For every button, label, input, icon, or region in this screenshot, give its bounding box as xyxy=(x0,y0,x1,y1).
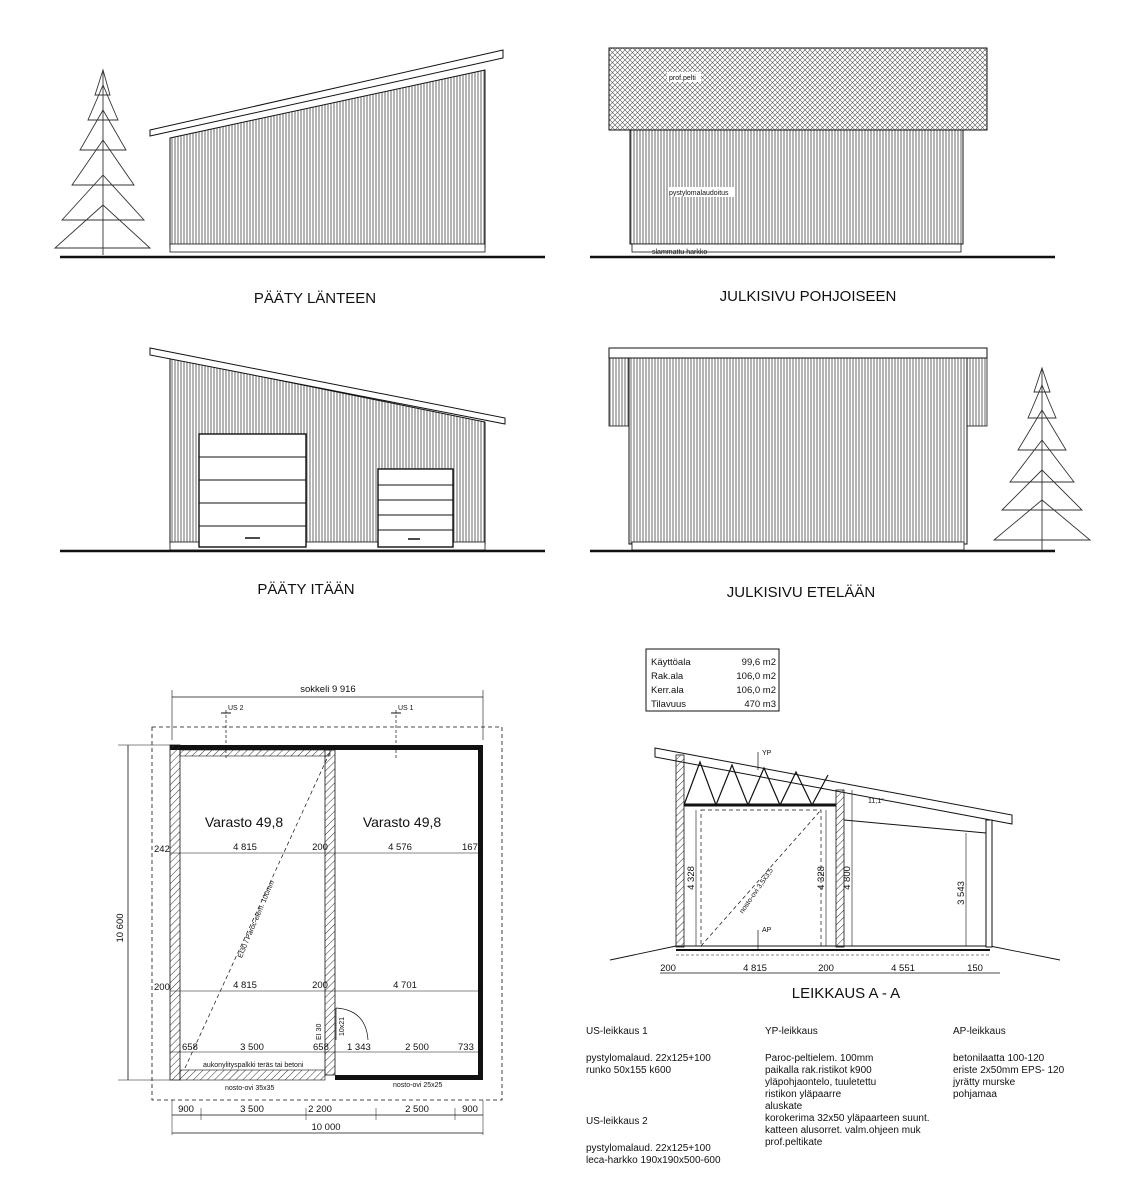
section-door-note: nosto-ovi 3,5x3,5 xyxy=(738,867,775,915)
section-aa xyxy=(610,748,1060,1002)
roof-note: prof.pelti xyxy=(669,75,696,82)
tree-icon xyxy=(994,368,1090,550)
us1-marker: US 1 xyxy=(398,705,414,712)
small-garage-door xyxy=(378,469,453,547)
door-right-note: nosto-ovi 25x25 xyxy=(393,1082,443,1089)
height-dim: 10 600 xyxy=(115,913,126,943)
us1-line-1: pystylomalaud. 22x125+100 xyxy=(586,1053,711,1064)
bdim-2: 2 200 xyxy=(308,1104,332,1115)
yp-label: YP xyxy=(762,750,772,757)
us2-marker: US 2 xyxy=(228,705,244,712)
room-left: Varasto 49,8 xyxy=(204,814,284,830)
bdim-0: 900 xyxy=(178,1104,194,1115)
sdim-1: 4 815 xyxy=(743,963,767,974)
bdim-1: 3 500 xyxy=(240,1104,264,1115)
area-label-4: Tilavuus xyxy=(651,699,687,710)
ap-label: AP xyxy=(762,927,772,934)
room-right: Varasto 49,8 xyxy=(362,814,442,830)
us1-line-2: runko 50x155 k600 xyxy=(586,1065,672,1076)
height-1: 4 328 xyxy=(686,866,697,890)
dim3-2: 658 xyxy=(313,1042,329,1053)
sdim-2: 200 xyxy=(818,963,834,974)
area-value-2: 106,0 m2 xyxy=(736,671,776,682)
beam-note: aukonylityspalkki teräs tai betoni xyxy=(203,1062,304,1069)
us2-line-2: leca-harkko 190x190x500-600 xyxy=(586,1155,721,1166)
dim1-4: 167 xyxy=(462,842,478,853)
floor-plan xyxy=(115,684,502,1135)
elevation-north xyxy=(590,48,1055,305)
caption-north: JULKISIVU POHJOISEEN xyxy=(719,288,897,305)
sdim-4: 150 xyxy=(967,963,983,974)
total-width: 10 000 xyxy=(311,1122,341,1133)
elevation-south xyxy=(590,348,1090,601)
dim3-0: 658 xyxy=(182,1042,198,1053)
door-left-note: nosto-ovi 35x35 xyxy=(225,1085,275,1092)
dim1-0: 242 xyxy=(154,844,170,855)
ap-line-4: pohjamaa xyxy=(953,1089,997,1100)
dim3-5: 733 xyxy=(458,1042,474,1053)
us2-title: US-leikkaus 2 xyxy=(586,1116,648,1127)
area-label-3: Kerr.ala xyxy=(651,685,684,696)
caption-east: PÄÄTY ITÄÄN xyxy=(257,581,355,598)
dim2-1: 4 815 xyxy=(233,980,257,991)
caption-west: PÄÄTY LÄNTEEN xyxy=(253,290,377,307)
ap-title: AP-leikkaus xyxy=(953,1026,1006,1037)
door-small: 10x21 xyxy=(339,1016,346,1036)
ap-line-1: betonilaatta 100-120 xyxy=(953,1053,1045,1064)
dim2-2: 200 xyxy=(312,980,328,991)
caption-south: JULKISIVU ETELÄÄN xyxy=(726,584,876,601)
tree-icon xyxy=(55,70,150,255)
ap-line-3: jyrätty murske xyxy=(953,1077,1016,1088)
area-label-1: Käyttöala xyxy=(651,657,691,668)
area-value-4: 470 m3 xyxy=(744,699,776,710)
yp-line-3: yläpohjaontelo, tuuletettu xyxy=(765,1077,877,1088)
height-3: 4 800 xyxy=(842,866,853,890)
dim2-0: 200 xyxy=(154,982,170,993)
slope-label: 11,1° xyxy=(868,798,884,805)
yp-line-6: korokerima 32x50 yläpaarteen suunt. xyxy=(765,1113,930,1124)
yp-line-7: katteen alusorret. valm.ohjeen muk xyxy=(765,1125,921,1136)
section-title: LEIKKAUS A - A xyxy=(791,985,901,1002)
ap-line-2: eriste 2x50mm EPS- 120 xyxy=(953,1065,1065,1076)
large-garage-door xyxy=(199,434,306,547)
dim3-3: 1 343 xyxy=(347,1042,371,1053)
yp-line-4: ristikon yläpaarre xyxy=(765,1089,842,1100)
yp-line-1: Paroc-peltielem. 100mm xyxy=(765,1053,874,1064)
height-2: 4 328 xyxy=(816,866,827,890)
dim3-4: 2 500 xyxy=(405,1042,429,1053)
plinth-note: slammattu harkko xyxy=(652,249,708,256)
elevation-east xyxy=(60,348,545,598)
dim1-3: 4 576 xyxy=(388,842,412,853)
bdim-4: 900 xyxy=(462,1104,478,1115)
yp-line-5: aluskate xyxy=(765,1101,803,1112)
ei30-label: EI 30 xyxy=(316,1023,323,1040)
elevation-west xyxy=(55,50,545,307)
wall-note: pystylomalaudoitus xyxy=(669,190,729,197)
area-value-1: 99,6 m2 xyxy=(741,657,776,668)
yp-line-8: prof.peltikate xyxy=(765,1137,823,1148)
construction-notes xyxy=(586,1026,1065,1166)
height-4: 3 543 xyxy=(956,881,967,905)
yp-line-2: paikalla rak.ristikot k900 xyxy=(765,1065,872,1076)
sdim-3: 4 551 xyxy=(891,963,915,974)
area-label-2: Rak.ala xyxy=(651,671,684,682)
us2-line-1: pystylomalaud. 22x125+100 xyxy=(586,1143,711,1154)
us1-title: US-leikkaus 1 xyxy=(586,1026,648,1037)
dim2-3: 4 701 xyxy=(393,980,417,991)
sokkeli-dim: sokkeli 9 916 xyxy=(300,684,356,695)
dim1-2: 200 xyxy=(312,842,328,853)
sdim-0: 200 xyxy=(660,963,676,974)
area-table xyxy=(646,649,779,711)
dim1-1: 4 815 xyxy=(233,842,257,853)
area-value-3: 106,0 m2 xyxy=(736,685,776,696)
yp-title: YP-leikkaus xyxy=(765,1026,818,1037)
bdim-3: 2 500 xyxy=(405,1104,429,1115)
wall-note: EI30 / Paroc-elem. 100mm xyxy=(237,879,277,960)
dim3-1: 3 500 xyxy=(240,1042,264,1053)
